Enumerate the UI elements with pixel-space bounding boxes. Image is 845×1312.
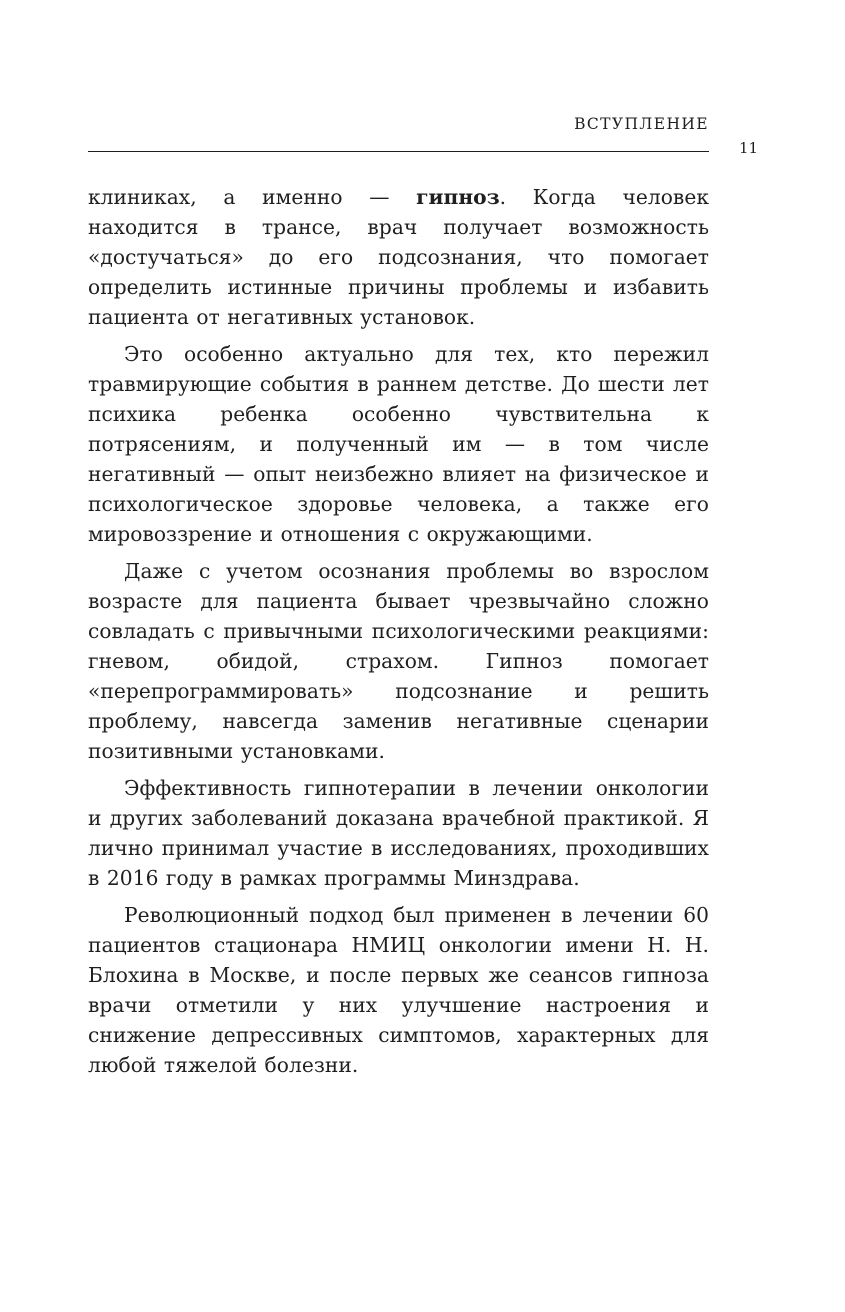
paragraph-2: Это особенно актуально для тех, кто пережил травмирующие события в раннем детстве. До шести лет психика ребенка особенно чувствительна к потрясениям, и полученный им — в том числе негативный — опыт неизбежно влияет на физическое и психологическое здоровье человека, а также его мировоззрение и отношения с окружающими. [88,342,709,546]
header-rule [88,151,709,152]
paragraph-5: Революционный подход был применен в лечении 60 пациентов стационара НМИЦ онкологии имени Н. Н. Блохина в Москве, и после первых же сеансов гипноза врачи отметили у них улучшение настроения и снижение депрессивных симптомов, характерных для любой тяжелой болезни. [88,903,709,1077]
body-text [88,182,709,1080]
paragraph-3: Даже с учетом осознания проблемы во взрослом возрасте для пациента бывает чрезвычайно сложно совладать с привычными психологическими реакциями: гневом, обидой, страхом. Гипноз помогает «перепрограммировать» подсознание и решить проблему, навсегда заменив негативные сценарии позитивными установками. [88,559,709,763]
paragraph-4: Эффективность гипнотерапии в лечении онкологии и других заболеваний доказана врачебной практикой. Я лично принимал участие в исследованиях, проходивших в 2016 году в рамках программы Минздрава. [88,776,709,890]
running-title: ВСТУПЛЕНИЕ [574,115,709,133]
paragraph-1-lead: клиниках, а именно — [88,185,417,209]
page-number: 11 [739,139,759,157]
paragraph-1-rest: . Когда человек находится в трансе, врач получает возможность «достучаться» до его подсознания, что помогает определить истинные причины проблемы и избавить пациента от негативных установок. [88,185,709,329]
term-hypnosis: гипноз [416,185,500,209]
paragraph-1 [88,182,709,332]
